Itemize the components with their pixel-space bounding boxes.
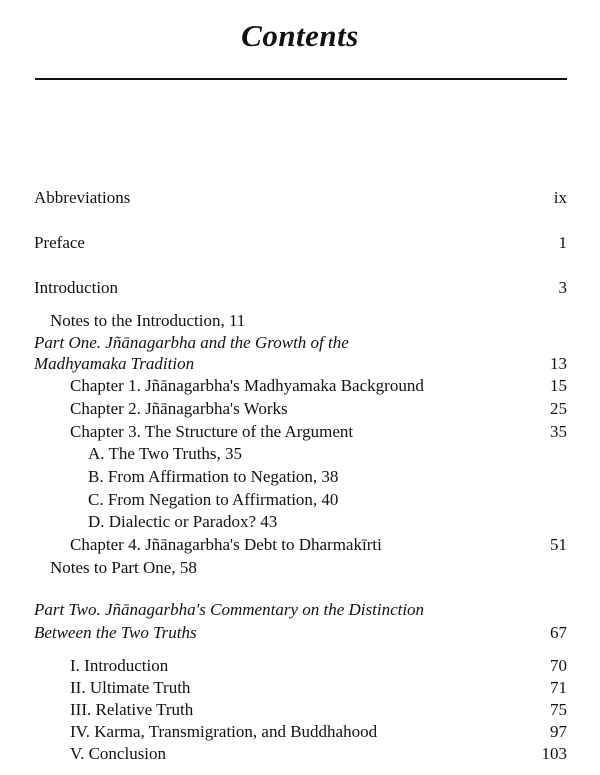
toc-entry-title: Notes to the Introduction, 11 bbox=[50, 311, 246, 330]
toc-entry-title: B. From Affirmation to Negation, 38 bbox=[88, 467, 339, 486]
toc-entry-page: 1 bbox=[558, 233, 567, 252]
toc-entry-page: 75 bbox=[550, 700, 567, 719]
toc-entry-page: 97 bbox=[550, 722, 567, 741]
toc-entry-chapter-3[interactable] bbox=[0, 421, 600, 443]
toc-entry-section-d[interactable] bbox=[0, 511, 600, 533]
toc-entry-title: IV. Karma, Transmigration, and Buddhahood bbox=[70, 722, 378, 741]
toc-entry-section-c[interactable] bbox=[0, 489, 600, 511]
toc-part-heading: Madhyamaka Tradition bbox=[34, 354, 195, 373]
toc-entry-relative-truth[interactable] bbox=[0, 699, 600, 721]
toc-entry-part-two-line2[interactable] bbox=[0, 622, 600, 644]
toc-entry-page: 15 bbox=[550, 376, 567, 395]
toc-entry-title: Chapter 2. Jñānagarbha's Works bbox=[70, 399, 288, 418]
toc-entry-part-two-introduction[interactable] bbox=[0, 655, 600, 677]
toc-entry-page: 71 bbox=[550, 678, 567, 697]
toc-entry-page: 70 bbox=[550, 656, 567, 675]
toc-entry-title: D. Dialectic or Paradox? 43 bbox=[88, 512, 278, 531]
toc-entry-title: C. From Negation to Affirmation, 40 bbox=[88, 490, 339, 509]
toc-entry-title: Preface bbox=[34, 233, 85, 252]
toc-entry-part-one-line1[interactable] bbox=[0, 332, 600, 354]
toc-entry-chapter-4[interactable] bbox=[0, 534, 600, 556]
toc-entry-title: A. The Two Truths, 35 bbox=[88, 444, 243, 463]
toc-part-heading: Part One. Jñānagarbha and the Growth of the bbox=[34, 333, 349, 352]
toc-entry-karma[interactable] bbox=[0, 721, 600, 743]
toc-entry-notes-part-one[interactable] bbox=[0, 557, 600, 579]
toc-entry-page: 51 bbox=[550, 535, 567, 554]
toc-entry-page: 103 bbox=[541, 744, 567, 763]
toc-part-heading: Between the Two Truths bbox=[34, 623, 197, 642]
toc-entry-title: Notes to Part One, 58 bbox=[50, 558, 197, 577]
toc-entry-ultimate-truth[interactable] bbox=[0, 677, 600, 699]
toc-entry-page: 25 bbox=[550, 399, 567, 418]
toc-entry-title: III. Relative Truth bbox=[70, 700, 194, 719]
toc-entry-page: 35 bbox=[550, 422, 567, 441]
toc-entry-title: V. Conclusion bbox=[70, 744, 167, 763]
toc-entry-title: II. Ultimate Truth bbox=[70, 678, 191, 697]
toc-entry-title: Introduction bbox=[34, 278, 119, 297]
toc-entry-section-a[interactable] bbox=[0, 443, 600, 465]
toc-entry-chapter-1[interactable] bbox=[0, 375, 600, 397]
toc-entry-chapter-2[interactable] bbox=[0, 398, 600, 420]
toc-entry-notes-introduction[interactable] bbox=[0, 310, 600, 332]
toc-entry-page: 13 bbox=[550, 354, 567, 373]
toc-entry-page: 3 bbox=[558, 278, 567, 297]
toc-entry-preface[interactable] bbox=[0, 232, 600, 254]
toc-entry-title: Chapter 4. Jñānagarbha's Debt to Dharmakīrti bbox=[70, 535, 382, 554]
toc-entry-title: Abbreviations bbox=[34, 188, 131, 207]
toc-entry-introduction[interactable] bbox=[0, 277, 600, 299]
toc-entry-title: Chapter 1. Jñānagarbha's Madhyamaka Background bbox=[70, 376, 424, 395]
toc-entry-part-two-line1[interactable] bbox=[0, 599, 600, 621]
toc-part-heading: Part Two. Jñānagarbha's Commentary on the Distinction bbox=[34, 600, 425, 619]
toc-entry-title: I. Introduction bbox=[70, 656, 169, 675]
page-title: Contents bbox=[241, 18, 359, 53]
toc-entry-abbreviations[interactable] bbox=[0, 187, 600, 209]
toc-entry-section-b[interactable] bbox=[0, 466, 600, 488]
toc-entry-part-one-line2[interactable] bbox=[0, 353, 600, 375]
title-divider bbox=[35, 78, 567, 80]
toc-entry-page: 67 bbox=[550, 623, 567, 642]
toc-entry-conclusion[interactable] bbox=[0, 743, 600, 765]
toc-entry-page: ix bbox=[553, 188, 567, 207]
toc-entry-title: Chapter 3. The Structure of the Argument bbox=[70, 422, 354, 441]
